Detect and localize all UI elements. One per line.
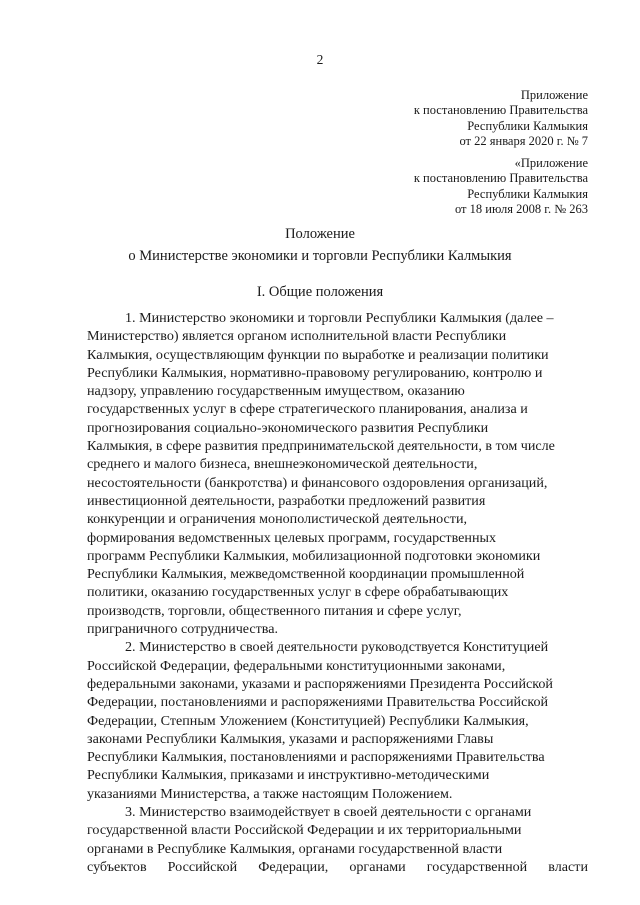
paragraph-line: Калмыкия, осуществляющим функции по выработке и реализации политики: [87, 346, 549, 363]
paragraph-line: государственных услуг в сфере стратегического планирования, анализа и: [87, 401, 528, 418]
document-title: Положение: [285, 226, 355, 242]
annex-line: к постановлению Правительства: [413, 171, 588, 186]
paragraph: [87, 638, 588, 803]
paragraph-line: Республики Калмыкия, нормативно-правовому регулированию, контролю и: [87, 364, 543, 381]
paragraph-line: прогнозирования социально-экономического развития Республики: [87, 419, 489, 436]
paragraph-line: субъектов Российской Федерации, органами государственной власти: [87, 858, 588, 875]
paragraph-line: указаниями Министерства, а также настоящим Положением.: [87, 785, 453, 802]
annex-current-decree: [414, 88, 588, 150]
paragraph-line: Республики Калмыкия, межведомственной координации промышленной: [87, 566, 525, 583]
annex-line: Республики Калмыкия: [467, 118, 588, 133]
paragraph-line: программ Республики Калмыкия, мобилизационной подготовки экономики: [87, 547, 541, 564]
paragraph-line: надзору, управлению государственным имуществом, оказанию: [87, 383, 465, 400]
annex-line: к постановлению Правительства: [413, 103, 588, 118]
paragraph: [87, 803, 588, 876]
paragraph-line: Министерство) является органом исполнительной власти Республики: [87, 328, 507, 345]
paragraph-line: конкуренции и ограничения монополистической деятельности,: [87, 511, 468, 528]
annex-line: Республики Калмыкия: [467, 186, 588, 201]
page-number: 2: [316, 52, 324, 67]
annex-line: от 18 июля 2008 г. № 263: [454, 202, 588, 217]
paragraph-line: органами в Республике Калмыкия, органами государственной власти: [87, 840, 503, 857]
annex-line: «Приложение: [514, 156, 588, 170]
paragraph-line: 1. Министерство экономики и торговли Республики Калмыкия (далее –: [125, 310, 554, 326]
paragraph-line: производств, торговли, общественного питания и сфере услуг,: [87, 602, 462, 619]
section-heading: I. Общие положения: [256, 284, 384, 300]
annex-original-decree: [414, 156, 588, 218]
paragraph-line: законами Республики Калмыкия, указами и распоряжениями Главы: [87, 730, 494, 747]
paragraph-line: Республики Калмыкия, постановлениями и распоряжениями Правительства: [87, 749, 545, 766]
annex-line: от 22 января 2020 г. № 7: [459, 134, 588, 149]
paragraph-line: федеральными законами, указами и распоряжениями Президента Российской: [87, 675, 553, 692]
paragraph-line: среднего и малого бизнеса, внешнеэкономической деятельности,: [87, 456, 478, 473]
paragraph-line: Российской Федерации, федеральными конституционными законами,: [87, 657, 506, 674]
paragraph-line: 3. Министерство взаимодействует в своей деятельности с органами: [125, 804, 532, 821]
paragraph-line: Калмыкия, в сфере развития предпринимательской деятельности, в том числе: [87, 438, 555, 455]
document-subtitle: о Министерстве экономики и торговли Республики Калмыкия: [128, 248, 512, 264]
paragraph-line: политики, оказанию государственных услуг в сфере обрабатывающих: [87, 584, 509, 601]
annex-line: Приложение: [520, 88, 588, 102]
paragraph-line: формирования ведомственных целевых программ, государственных: [87, 529, 497, 546]
paragraph: [87, 309, 588, 638]
document-body: [87, 309, 588, 876]
paragraph-line: Федерации, постановлениями и распоряжениями Правительства Российской: [87, 694, 549, 711]
paragraph-line: Республики Калмыкия, приказами и инструктивно-методическими: [87, 767, 490, 784]
paragraph-line: государственной власти Российской Федерации и их территориальными: [87, 822, 522, 839]
paragraph-line: инвестиционной деятельности, разработки предложений развития: [87, 492, 486, 509]
paragraph-line: 2. Министерство в своей деятельности руководствуется Конституцией: [125, 639, 549, 656]
paragraph-line: приграничного сотрудничества.: [87, 621, 279, 638]
paragraph-line: Федерации, Степным Уложением (Конституцией) Республики Калмыкия,: [87, 712, 529, 729]
paragraph-line: несостоятельности (банкротства) и финансового оздоровления организаций,: [87, 474, 548, 491]
